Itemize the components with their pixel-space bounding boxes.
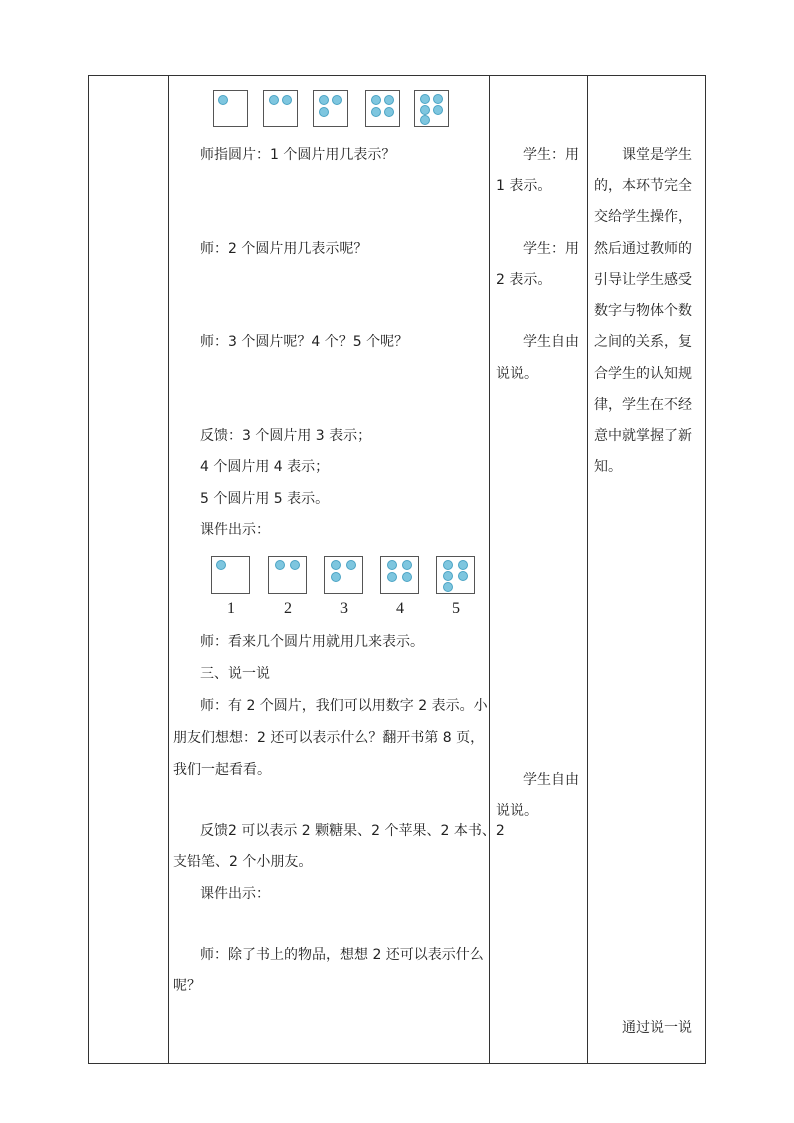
dot [402, 560, 412, 570]
design-note: 课堂是学生 [622, 147, 692, 163]
student-response: 学生：用 [523, 147, 579, 163]
section-heading: 三、说一说 [200, 666, 270, 682]
feedback-line: 4 个圆片用 4 表示； [200, 459, 330, 475]
teacher-line: 师：有 2 个圆片，我们可以用数字 2 表示。小 [200, 698, 488, 714]
design-note: 意中就掌握了新 [594, 428, 692, 444]
dot [319, 107, 329, 117]
dot-card-4 [365, 90, 400, 127]
dot-card-4 [380, 556, 419, 594]
feedback-line: 反馈2 可以表示 2 颗糖果、2 个苹果、2 本书、2 [200, 823, 505, 839]
design-note: 然后通过教师的 [594, 241, 692, 257]
dot-card-5 [436, 556, 475, 594]
dot [371, 107, 381, 117]
card-number: 4 [396, 600, 404, 617]
student-response: 学生：用 [523, 241, 579, 257]
courseware-label: 课件出示： [200, 522, 270, 538]
dot [402, 572, 412, 582]
design-note: 合学生的认知规 [594, 366, 692, 382]
dot-card-1 [213, 90, 248, 127]
dot [331, 560, 341, 570]
design-note: 数字与物体个数 [594, 303, 692, 319]
dot [458, 560, 468, 570]
dot [346, 560, 356, 570]
design-note: 律，学生在不经 [594, 397, 692, 413]
card-number: 5 [452, 600, 460, 617]
design-note: 引导让学生感受 [594, 272, 692, 288]
teacher-line: 师：2 个圆片用几表示呢？ [200, 241, 368, 257]
dot [420, 94, 430, 104]
courseware-label: 课件出示： [200, 886, 270, 902]
student-response: 学生自由 [523, 334, 579, 350]
dot-card-2 [263, 90, 298, 127]
dot [371, 95, 381, 105]
feedback-line: 5 个圆片用 5 表示。 [200, 491, 330, 507]
dot-card-3 [313, 90, 348, 127]
column-divider [489, 76, 490, 1063]
teacher-line: 朋友们想想：2 还可以表示什么？翻开书第 8 页， [173, 730, 485, 746]
dot [384, 107, 394, 117]
dot-card-5 [414, 90, 449, 127]
dot-card-2 [268, 556, 307, 594]
student-response: 说说。 [496, 366, 538, 382]
dot [290, 560, 300, 570]
teacher-line: 师：3 个圆片呢？4 个？5 个呢？ [200, 334, 409, 350]
dot [319, 95, 329, 105]
card-number: 2 [284, 600, 292, 617]
column-divider [587, 76, 588, 1063]
dot [331, 572, 341, 582]
dot [387, 572, 397, 582]
design-note: 之间的关系，复 [594, 334, 692, 350]
teacher-line: 师：除了书上的物品，想想 2 还可以表示什么 [200, 947, 484, 963]
dot [433, 105, 443, 115]
dot [275, 560, 285, 570]
dot [443, 582, 453, 592]
column-divider [168, 76, 169, 1063]
design-note: 交给学生操作， [594, 209, 692, 225]
design-note: 通过说一说 [622, 1020, 692, 1036]
dot [443, 571, 453, 581]
dot [269, 95, 279, 105]
card-number: 3 [340, 600, 348, 617]
dot [218, 95, 228, 105]
dot [387, 560, 397, 570]
dot [216, 560, 226, 570]
feedback-line: 支铅笔、2 个小朋友。 [173, 854, 313, 870]
dot [443, 560, 453, 570]
dot [420, 105, 430, 115]
feedback-line: 反馈：3 个圆片用 3 表示； [200, 428, 372, 444]
teacher-line: 师：看来几个圆片用就用几来表示。 [200, 634, 424, 650]
student-response: 说说。 [496, 803, 538, 819]
dot [420, 115, 430, 125]
student-response: 2 表示。 [496, 272, 552, 288]
teacher-line: 师指圆片：1 个圆片用几表示？ [200, 147, 396, 163]
teacher-line: 呢？ [173, 978, 201, 994]
card-number: 1 [227, 600, 235, 617]
dot-card-3 [324, 556, 363, 594]
dot [458, 571, 468, 581]
design-note: 的，本环节完全 [594, 178, 692, 194]
teacher-line: 我们一起看看。 [173, 762, 271, 778]
dot [332, 95, 342, 105]
student-response: 学生自由 [523, 772, 579, 788]
dot [433, 94, 443, 104]
student-response: 1 表示。 [496, 178, 552, 194]
dot [384, 95, 394, 105]
design-note: 知。 [594, 459, 622, 475]
dot [282, 95, 292, 105]
dot-card-1 [211, 556, 250, 594]
